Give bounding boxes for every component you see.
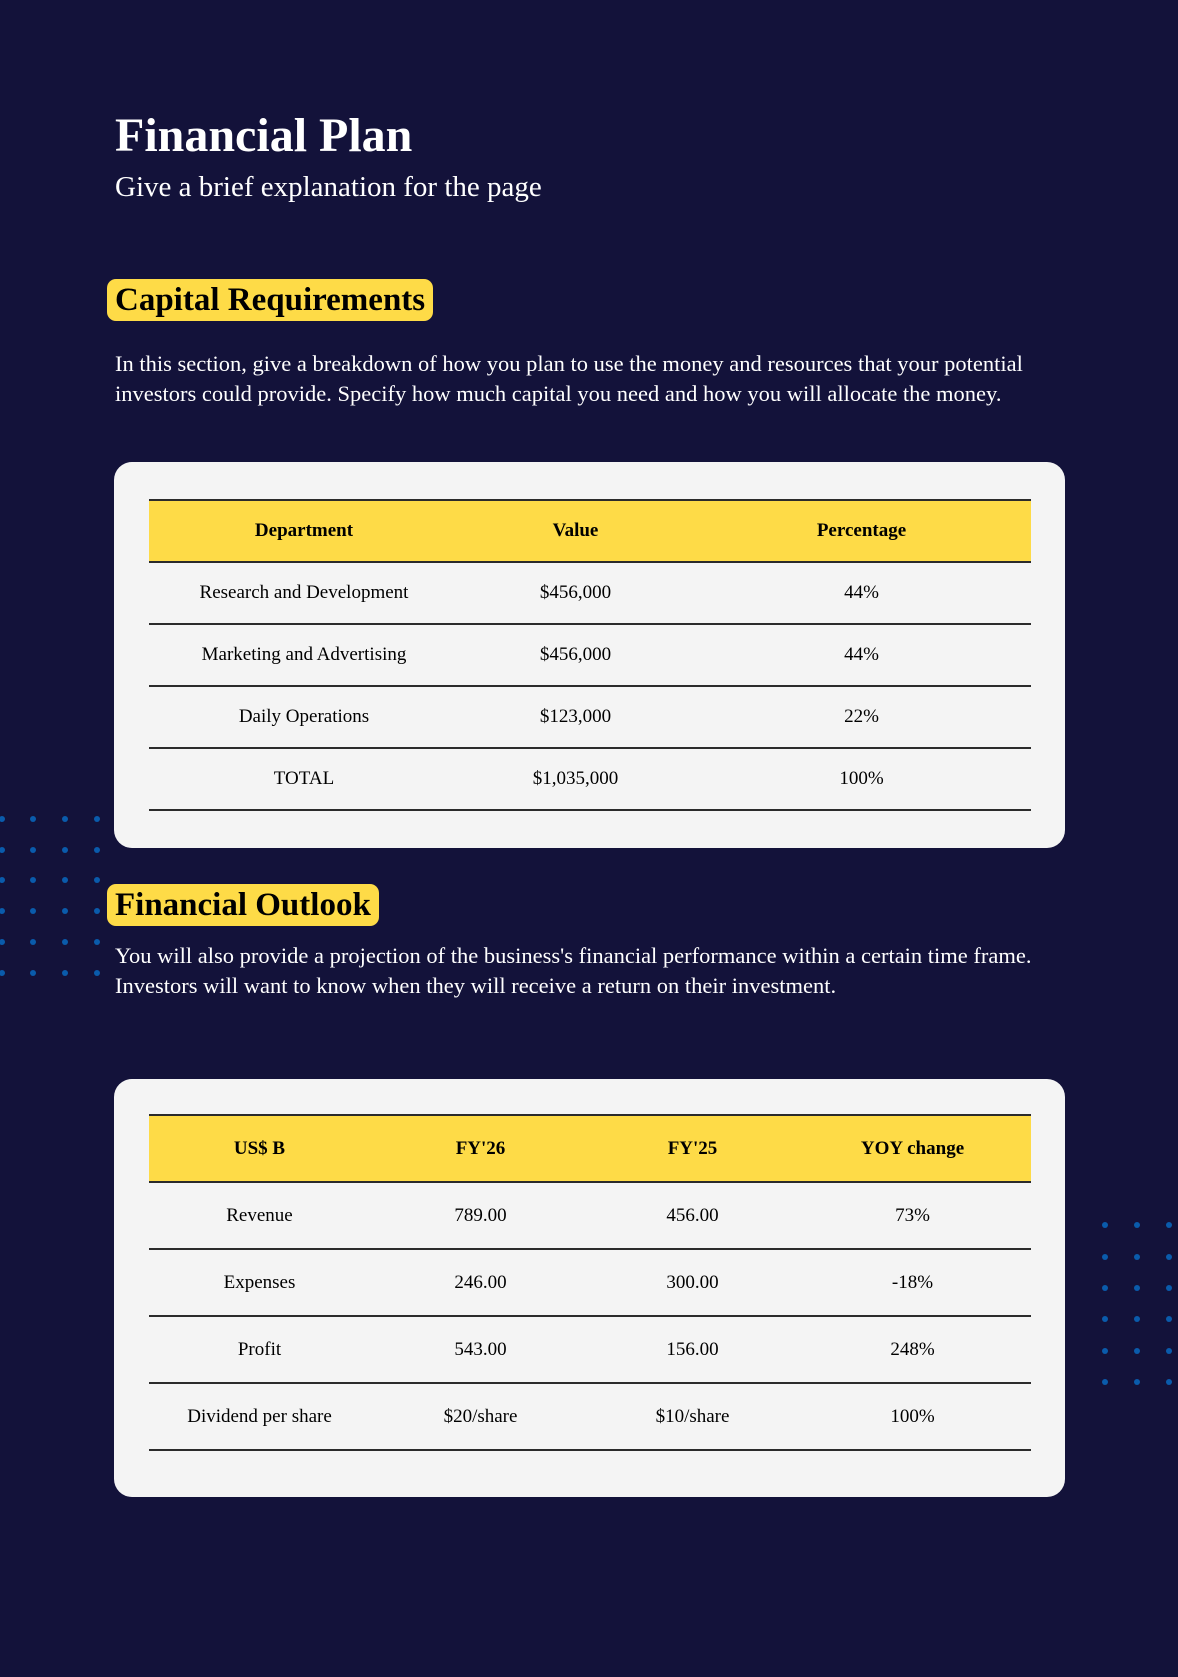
decorative-dot — [1102, 1285, 1108, 1291]
decorative-dot — [94, 939, 100, 945]
decorative-dot — [1166, 1222, 1172, 1228]
page-subtitle: Give a brief explanation for the page — [115, 171, 542, 203]
decorative-dot — [1166, 1285, 1172, 1291]
capital-requirements-card — [114, 462, 1065, 848]
table-header-row — [149, 1115, 1031, 1182]
department-cell: Research and Development — [149, 562, 459, 624]
section-description-financial-outlook: You will also provide a projection of the business's financial performance within a certain time frame. Investors will want to know when they will receive a return on their investment. — [115, 943, 1032, 998]
column-header-department: Department — [149, 500, 459, 562]
section-heading-financial-outlook: Financial Outlook — [107, 884, 379, 926]
department-cell: TOTAL — [149, 748, 459, 810]
fy26-cell: 543.00 — [370, 1316, 591, 1383]
decorative-dot — [1134, 1348, 1140, 1354]
fy25-cell: 456.00 — [591, 1182, 794, 1249]
table-row-total — [149, 748, 1031, 810]
decorative-dot — [1134, 1254, 1140, 1260]
decorative-dot — [0, 877, 5, 883]
metric-cell: Revenue — [149, 1182, 370, 1249]
decorative-dot — [1102, 1254, 1108, 1260]
decorative-dot — [62, 847, 68, 853]
value-cell: $1,035,000 — [459, 748, 692, 810]
metric-cell: Profit — [149, 1316, 370, 1383]
table-row — [149, 1316, 1031, 1383]
yoy-cell: 73% — [794, 1182, 1031, 1249]
decorative-dot — [1134, 1222, 1140, 1228]
fy26-cell: 246.00 — [370, 1249, 591, 1316]
column-header-value: Value — [459, 500, 692, 562]
column-header-fy25: FY'25 — [591, 1115, 794, 1182]
fy26-cell: $20/share — [370, 1383, 591, 1450]
decorative-dot — [94, 877, 100, 883]
decorative-dot — [94, 970, 100, 976]
value-cell: $123,000 — [459, 686, 692, 748]
decorative-dot — [1102, 1348, 1108, 1354]
decorative-dot — [1102, 1316, 1108, 1322]
percentage-cell: 100% — [692, 748, 1031, 810]
decorative-dot — [0, 816, 5, 822]
table-row — [149, 1182, 1031, 1249]
decorative-dot — [1166, 1316, 1172, 1322]
decorative-dot — [94, 908, 100, 914]
yoy-cell: -18% — [794, 1249, 1031, 1316]
decorative-dot — [1134, 1316, 1140, 1322]
decorative-dot — [1102, 1222, 1108, 1228]
table-row — [149, 1249, 1031, 1316]
decorative-dot — [0, 908, 5, 914]
table-row — [149, 562, 1031, 624]
value-cell: $456,000 — [459, 562, 692, 624]
decorative-dot — [1166, 1254, 1172, 1260]
financial-outlook-card — [114, 1079, 1065, 1497]
financial-outlook-table — [149, 1114, 1031, 1451]
decorative-dot — [62, 970, 68, 976]
fy26-cell: 789.00 — [370, 1182, 591, 1249]
section-description-capital-requirements: In this section, give a breakdown of how you plan to use the money and resources that your potential investors could provide. Specify how much capital you need and how you will allocate the money. — [115, 351, 1023, 406]
percentage-cell: 44% — [692, 562, 1031, 624]
decorative-dot — [62, 816, 68, 822]
value-cell: $456,000 — [459, 624, 692, 686]
percentage-cell: 22% — [692, 686, 1031, 748]
decorative-dot — [1166, 1379, 1172, 1385]
page-title: Financial Plan — [115, 109, 413, 162]
decorative-dot — [62, 877, 68, 883]
decorative-dot — [30, 877, 36, 883]
yoy-cell: 100% — [794, 1383, 1031, 1450]
decorative-dot — [0, 970, 5, 976]
decorative-dot — [30, 908, 36, 914]
decorative-dot — [30, 970, 36, 976]
decorative-dot — [1134, 1285, 1140, 1291]
fy25-cell: 300.00 — [591, 1249, 794, 1316]
metric-cell: Dividend per share — [149, 1383, 370, 1450]
department-cell: Daily Operations — [149, 686, 459, 748]
column-header-fy26: FY'26 — [370, 1115, 591, 1182]
column-header-percentage: Percentage — [692, 500, 1031, 562]
decorative-dot — [1166, 1348, 1172, 1354]
fy25-cell: 156.00 — [591, 1316, 794, 1383]
metric-cell: Expenses — [149, 1249, 370, 1316]
decorative-dot — [30, 939, 36, 945]
decorative-dot — [62, 939, 68, 945]
column-header-unit: US$ B — [149, 1115, 370, 1182]
fy25-cell: $10/share — [591, 1383, 794, 1450]
table-header-row — [149, 500, 1031, 562]
percentage-cell: 44% — [692, 624, 1031, 686]
decorative-dot — [0, 939, 5, 945]
capital-requirements-table — [149, 499, 1031, 811]
decorative-dot — [62, 908, 68, 914]
column-header-yoy-change: YOY change — [794, 1115, 1031, 1182]
decorative-dot — [0, 847, 5, 853]
table-row — [149, 1383, 1031, 1450]
table-row — [149, 624, 1031, 686]
decorative-dot — [30, 847, 36, 853]
decorative-dot — [1102, 1379, 1108, 1385]
yoy-cell: 248% — [794, 1316, 1031, 1383]
section-heading-capital-requirements: Capital Requirements — [107, 279, 433, 321]
table-row — [149, 686, 1031, 748]
decorative-dot — [30, 816, 36, 822]
decorative-dot — [1134, 1379, 1140, 1385]
department-cell: Marketing and Advertising — [149, 624, 459, 686]
decorative-dot — [94, 847, 100, 853]
decorative-dot — [94, 816, 100, 822]
